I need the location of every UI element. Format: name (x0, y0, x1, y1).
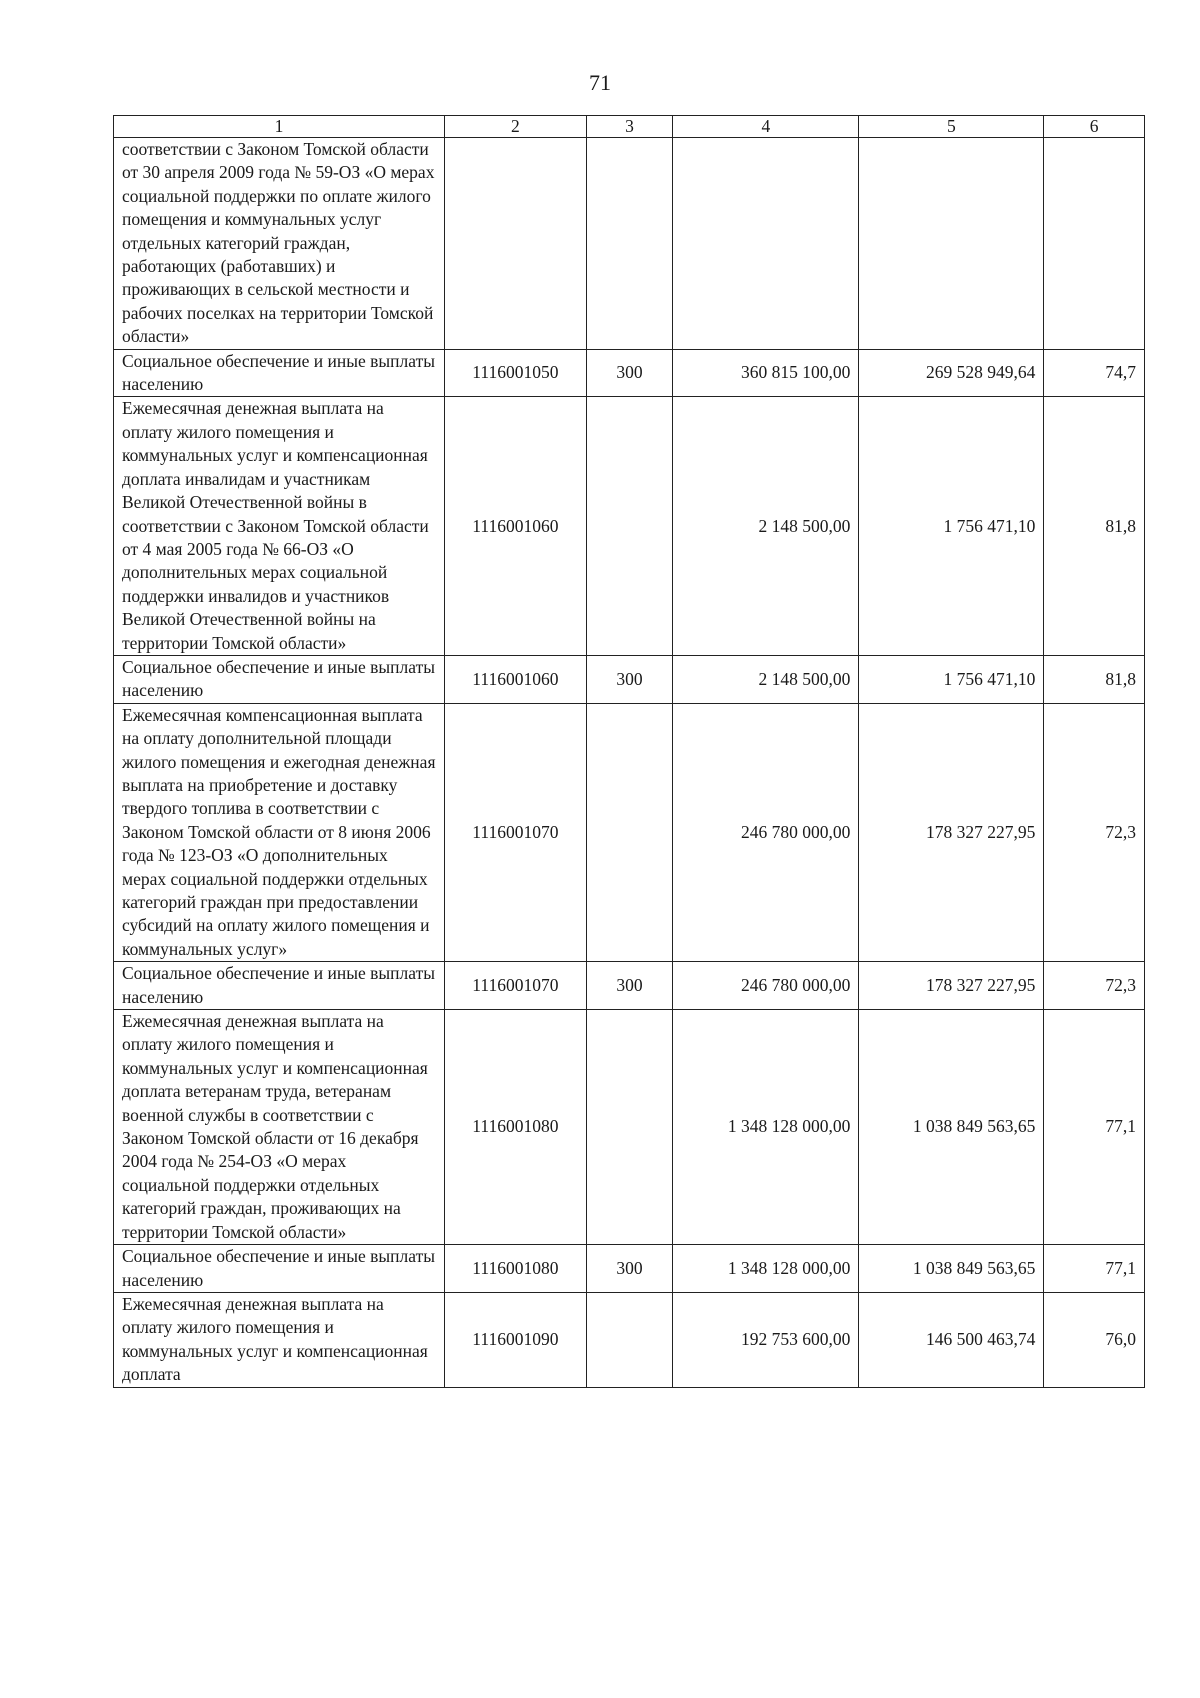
row-percent-cell (1044, 138, 1145, 350)
page-number: 71 (589, 70, 611, 95)
row-plan-cell: 2 148 500,00 (673, 655, 859, 703)
column-header: 4 (673, 116, 859, 138)
row-plan-cell (673, 138, 859, 350)
row-percent-cell: 77,1 (1044, 1245, 1145, 1293)
row-plan-cell: 2 148 500,00 (673, 397, 859, 655)
table-row (114, 1010, 1145, 1245)
row-code-cell (445, 138, 587, 350)
row-type-cell (586, 397, 673, 655)
row-code-cell: 1116001080 (445, 1245, 587, 1293)
row-fact-cell: 146 500 463,74 (859, 1292, 1044, 1387)
row-fact-cell: 269 528 949,64 (859, 349, 1044, 397)
column-header: 5 (859, 116, 1044, 138)
row-plan-cell: 246 780 000,00 (673, 962, 859, 1010)
column-header: 1 (114, 116, 445, 138)
row-fact-cell: 1 038 849 563,65 (859, 1245, 1044, 1293)
row-fact-cell: 1 756 471,10 (859, 397, 1044, 655)
row-type-cell (586, 138, 673, 350)
row-code-cell: 1116001070 (445, 703, 587, 961)
table-row (114, 138, 1145, 350)
row-plan-cell: 1 348 128 000,00 (673, 1010, 859, 1245)
row-name-cell: Ежемесячная денежная выплата на оплату жилого помещения и коммунальных услуг и компенсационная доплата инвалидам и участникам Великой Отечественной войны в соответствии с Законом Томской области от 4 мая 2005 года № 66-ОЗ «О дополнительных мерах социальной поддержки инвалидов и участников Великой Отечественной войны на территории Томской области» (114, 397, 445, 655)
row-code-cell: 1116001080 (445, 1010, 587, 1245)
table-row (114, 397, 1145, 655)
row-type-cell: 300 (586, 962, 673, 1010)
row-name-cell: Ежемесячная денежная выплата на оплату жилого помещения и коммунальных услуг и компенсационная доплата ветеранам труда, ветеранам военной службы в соответствии с Законом Томской области от 16 декабря 2004 года № 254-ОЗ «О мерах социальной поддержки отдельных категорий граждан, проживающих на территории Томской области» (114, 1010, 445, 1245)
table-row (114, 1292, 1145, 1387)
row-fact-cell: 178 327 227,95 (859, 703, 1044, 961)
row-percent-cell: 72,3 (1044, 703, 1145, 961)
row-plan-cell: 1 348 128 000,00 (673, 1245, 859, 1293)
row-type-cell: 300 (586, 655, 673, 703)
row-type-cell: 300 (586, 1245, 673, 1293)
table-row (114, 349, 1145, 397)
table-row (114, 655, 1145, 703)
column-number-header-row (114, 116, 1145, 138)
row-name-cell: соответствии с Законом Томской области от 30 апреля 2009 года № 59-ОЗ «О мерах социальной поддержки по оплате жилого помещения и коммунальных услуг отдельных категорий граждан, работающих (работавших) и проживающих в сельской местности и рабочих поселках на территории Томской области» (114, 138, 445, 350)
row-plan-cell: 192 753 600,00 (673, 1292, 859, 1387)
row-percent-cell: 81,8 (1044, 655, 1145, 703)
row-name-cell: Социальное обеспечение и иные выплаты населению (114, 349, 445, 397)
column-header: 6 (1044, 116, 1145, 138)
row-fact-cell: 1 756 471,10 (859, 655, 1044, 703)
row-fact-cell: 1 038 849 563,65 (859, 1010, 1044, 1245)
row-name-cell: Социальное обеспечение и иные выплаты населению (114, 655, 445, 703)
table-row (114, 703, 1145, 961)
row-percent-cell: 77,1 (1044, 1010, 1145, 1245)
row-code-cell: 1116001050 (445, 349, 587, 397)
table-row (114, 1245, 1145, 1293)
column-header: 3 (586, 116, 673, 138)
row-percent-cell: 81,8 (1044, 397, 1145, 655)
row-plan-cell: 360 815 100,00 (673, 349, 859, 397)
row-type-cell (586, 1010, 673, 1245)
row-code-cell: 1116001090 (445, 1292, 587, 1387)
row-name-cell: Социальное обеспечение и иные выплаты населению (114, 1245, 445, 1293)
column-header: 2 (445, 116, 587, 138)
row-fact-cell (859, 138, 1044, 350)
row-name-cell: Ежемесячная денежная выплата на оплату жилого помещения и коммунальных услуг и компенсационная доплата (114, 1292, 445, 1387)
row-type-cell: 300 (586, 349, 673, 397)
row-name-cell: Социальное обеспечение и иные выплаты населению (114, 962, 445, 1010)
row-code-cell: 1116001060 (445, 397, 587, 655)
row-percent-cell: 72,3 (1044, 962, 1145, 1010)
budget-execution-table (113, 115, 1145, 1388)
row-plan-cell: 246 780 000,00 (673, 703, 859, 961)
row-code-cell: 1116001060 (445, 655, 587, 703)
row-percent-cell: 76,0 (1044, 1292, 1145, 1387)
table-row (114, 962, 1145, 1010)
row-percent-cell: 74,7 (1044, 349, 1145, 397)
row-code-cell: 1116001070 (445, 962, 587, 1010)
row-type-cell (586, 703, 673, 961)
row-name-cell: Ежемесячная компенсационная выплата на оплату дополнительной площади жилого помещения и ежегодная денежная выплата на приобретение и доставку твердого топлива в соответствии с Законом Томской области от 8 июня 2006 года № 123-ОЗ «О дополнительных мерах социальной поддержки отдельных категорий граждан при предоставлении субсидий на оплату жилого помещения и коммунальных услуг» (114, 703, 445, 961)
row-type-cell (586, 1292, 673, 1387)
row-fact-cell: 178 327 227,95 (859, 962, 1044, 1010)
